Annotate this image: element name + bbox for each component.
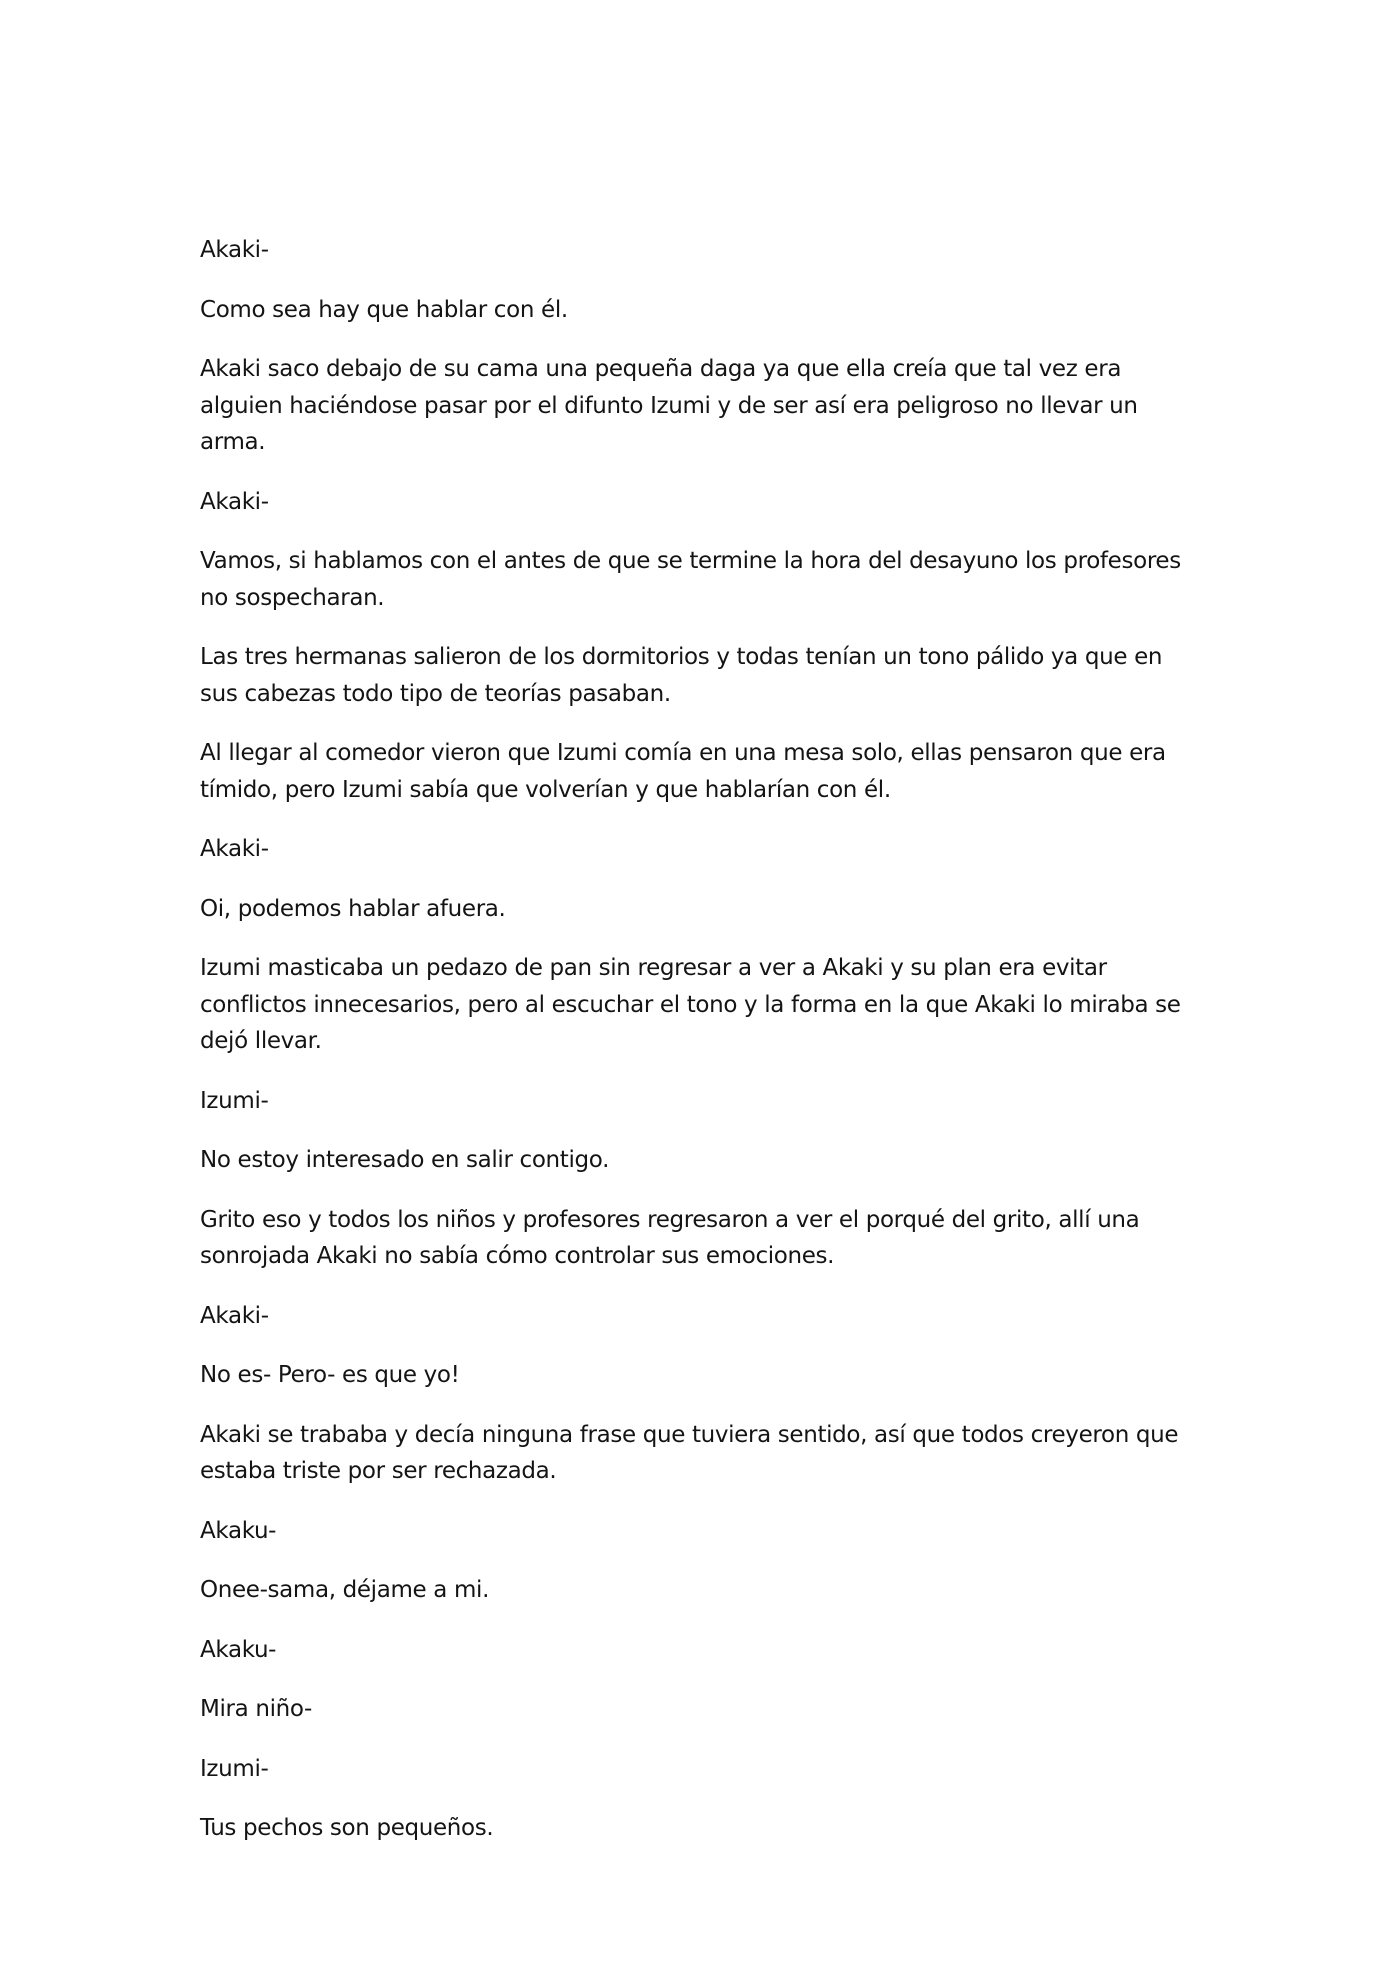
dialogue-line: No estoy interesado en salir contigo. — [200, 1147, 610, 1173]
narration-paragraph: Las tres hermanas salieron de los dormitorios y todas tenían un tono pálido ya que en sus cabezas todo tipo de teorías pasaban. — [200, 644, 1163, 707]
document-body — [200, 232, 1200, 1870]
narration-paragraph: Izumi masticaba un pedazo de pan sin regresar a ver a Akaki y su plan era evitar conflictos innecesarios, pero al escuchar el tono y la forma en la que Akaki lo miraba se dejó llevar. — [200, 955, 1181, 1054]
dialogue-line: Tus pechos son pequeños. — [200, 1815, 494, 1841]
speaker-label: Izumi- — [200, 1755, 269, 1782]
dialogue-line: Mira niño- — [200, 1696, 312, 1722]
dialogue-line: Onee-sama, déjame a mi. — [200, 1577, 490, 1603]
narration-paragraph: Al llegar al comedor vieron que Izumi comía en una mesa solo, ellas pensaron que era tímido, pero Izumi sabía que volverían y que hablarían con él. — [200, 740, 1166, 803]
speaker-label: Akaki- — [200, 237, 269, 263]
dialogue-line: Como sea hay que hablar con él. — [200, 296, 568, 323]
dialogue-line: Oi, podemos hablar afuera. — [200, 895, 506, 922]
speaker-label: Akaki- — [200, 836, 269, 862]
dialogue-line: No es- Pero- es que yo! — [200, 1362, 460, 1388]
narration-paragraph: Akaki se trababa y decía ninguna frase que tuviera sentido, así que todos creyeron que estaba triste por ser rechazada. — [200, 1421, 1179, 1484]
speaker-label: Izumi- — [200, 1087, 269, 1114]
narration-paragraph: Akaki saco debajo de su cama una pequeña daga ya que ella creía que tal vez era alguien haciéndose pasar por el difunto Izumi y de ser así era peligroso no llevar un arma. — [200, 356, 1138, 455]
speaker-label: Akaku- — [200, 1636, 277, 1663]
narration-paragraph: Grito eso y todos los niños y profesores regresaron a ver el porqué del grito, allí una sonrojada Akaki no sabía cómo controlar sus emociones. — [200, 1206, 1140, 1269]
speaker-label: Akaku- — [200, 1517, 277, 1544]
dialogue-line: Vamos, si hablamos con el antes de que se termine la hora del desayuno los profesores no sospecharan. — [200, 548, 1181, 611]
speaker-label: Akaki- — [200, 1302, 269, 1329]
speaker-label: Akaki- — [200, 488, 269, 515]
